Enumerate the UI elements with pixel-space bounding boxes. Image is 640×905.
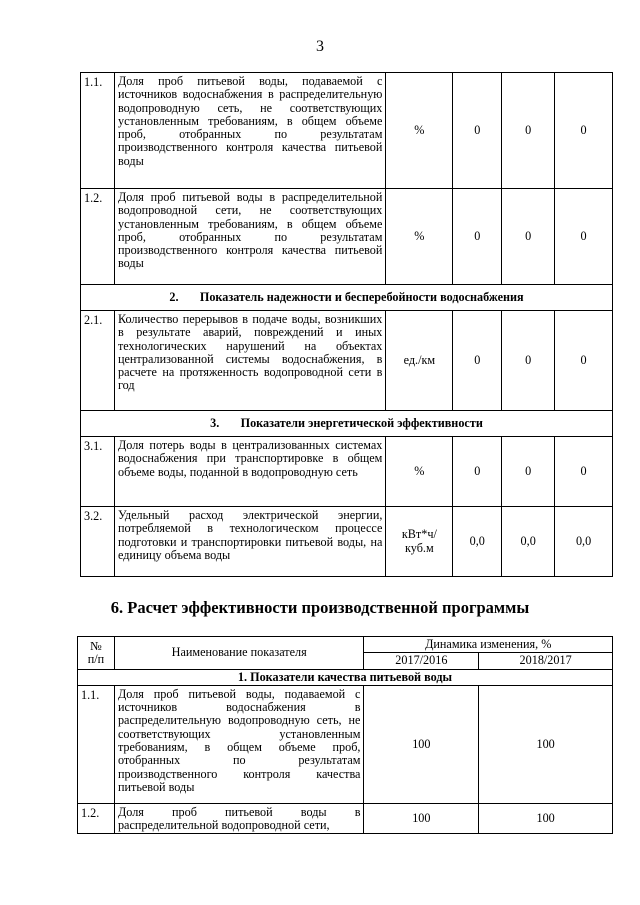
section-row [81, 411, 613, 437]
table-row [81, 73, 613, 189]
row-number: 2.1. [81, 311, 115, 411]
row-value: 0,0 [555, 507, 613, 577]
row-description: Доля проб питьевой воды в распределительной водопроводной сети, [114, 803, 364, 834]
row-value: 100 [479, 803, 613, 834]
row-value: 0 [555, 311, 613, 411]
row-value: 0 [555, 189, 613, 285]
table-row [81, 437, 613, 507]
row-description: Удельный расход электрической энергии, потребляемой в технологическом процессе подготовки и транспортировки питьевой воды, на единицу объема воды [114, 507, 385, 577]
table-row [81, 311, 613, 411]
row-value: 0 [502, 189, 555, 285]
header-dynamics: Динамика изменения, % [364, 637, 613, 653]
section-title: 1. Показатели качества питьевой воды [78, 669, 613, 685]
efficiency-table [77, 636, 613, 834]
row-number: 1.2. [81, 189, 115, 285]
row-number: 1.1. [81, 73, 115, 189]
row-description: Доля потерь воды в централизованных системах водоснабжения при транспортировке в общем объеме воды, поданной в водопроводную сеть [114, 437, 385, 507]
row-unit: % [386, 189, 453, 285]
row-description: Доля проб питьевой воды в распределительной водопроводной сети, не соответствующих установленным требованиям, в общем объеме проб, отобранных по результатам производственного контроля качества питьевой воды [114, 189, 385, 285]
header-number-line: № [90, 638, 102, 653]
section-label: Показатель надежности и бесперебойности водоснабжения [199, 289, 524, 304]
row-value: 0,0 [502, 507, 555, 577]
row-value: 0 [502, 311, 555, 411]
row-unit: % [386, 73, 453, 189]
page-number: 3 [316, 38, 324, 55]
header-row [78, 637, 613, 653]
section-title [81, 411, 613, 437]
row-value: 0 [555, 73, 613, 189]
row-description: Количество перерывов в подаче воды, возникших в результате аварий, повреждений и иных технологических нарушений на объектах централизованной системы водоснабжения, в расчете на протяженность водопроводной сети в год [114, 311, 385, 411]
header-number-line: п/п [87, 651, 105, 666]
unit-line: кВт*ч/ [401, 527, 437, 542]
row-number: 1.1. [78, 685, 115, 803]
row-number: 3.2. [81, 507, 115, 577]
row-value: 0 [555, 437, 613, 507]
row-value: 0 [502, 437, 555, 507]
section-number: 2. [169, 289, 179, 304]
row-number: 3.1. [81, 437, 115, 507]
row-description: Доля проб питьевой воды, подаваемой с источников водоснабжения в распределительную водопроводную сеть, не соответствующих установленным требованиям, в общем объеме проб, отобранных по результатам производственного контроля качества питьевой воды [114, 685, 364, 803]
row-value: 100 [479, 685, 613, 803]
table-row [78, 803, 613, 834]
row-description: Доля проб питьевой воды, подаваемой с источников водоснабжения в распределительную водопроводную сеть, не соответствующих установленным требованиям, в общем объеме проб, отобранных по результатам производственного контроля качества питьевой воды [114, 73, 385, 189]
row-value: 0 [453, 73, 502, 189]
row-value: 100 [364, 685, 479, 803]
header-period: 2017/2016 [364, 653, 479, 669]
row-unit: % [386, 437, 453, 507]
row-value: 0,0 [453, 507, 502, 577]
section-number: 3. [210, 415, 220, 430]
section-row [81, 285, 613, 311]
row-unit: ед./км [386, 311, 453, 411]
header-name: Наименование показателя [114, 637, 364, 670]
row-value: 0 [453, 437, 502, 507]
row-number: 1.2. [78, 803, 115, 834]
section-row [78, 669, 613, 685]
section-title [81, 285, 613, 311]
row-value: 0 [502, 73, 555, 189]
header-period: 2018/2017 [479, 653, 613, 669]
row-value: 0 [453, 189, 502, 285]
indicators-table [80, 72, 613, 577]
table-row [78, 685, 613, 803]
unit-line: куб.м [405, 540, 434, 555]
section-heading: 6. Расчет эффективности производственной программы [110, 598, 530, 617]
row-unit [386, 507, 453, 577]
section-label: Показатели энергетической эффективности [240, 415, 483, 430]
table-row [81, 189, 613, 285]
row-value: 0 [453, 311, 502, 411]
table-row [81, 507, 613, 577]
row-value: 100 [364, 803, 479, 834]
header-number [78, 637, 115, 670]
